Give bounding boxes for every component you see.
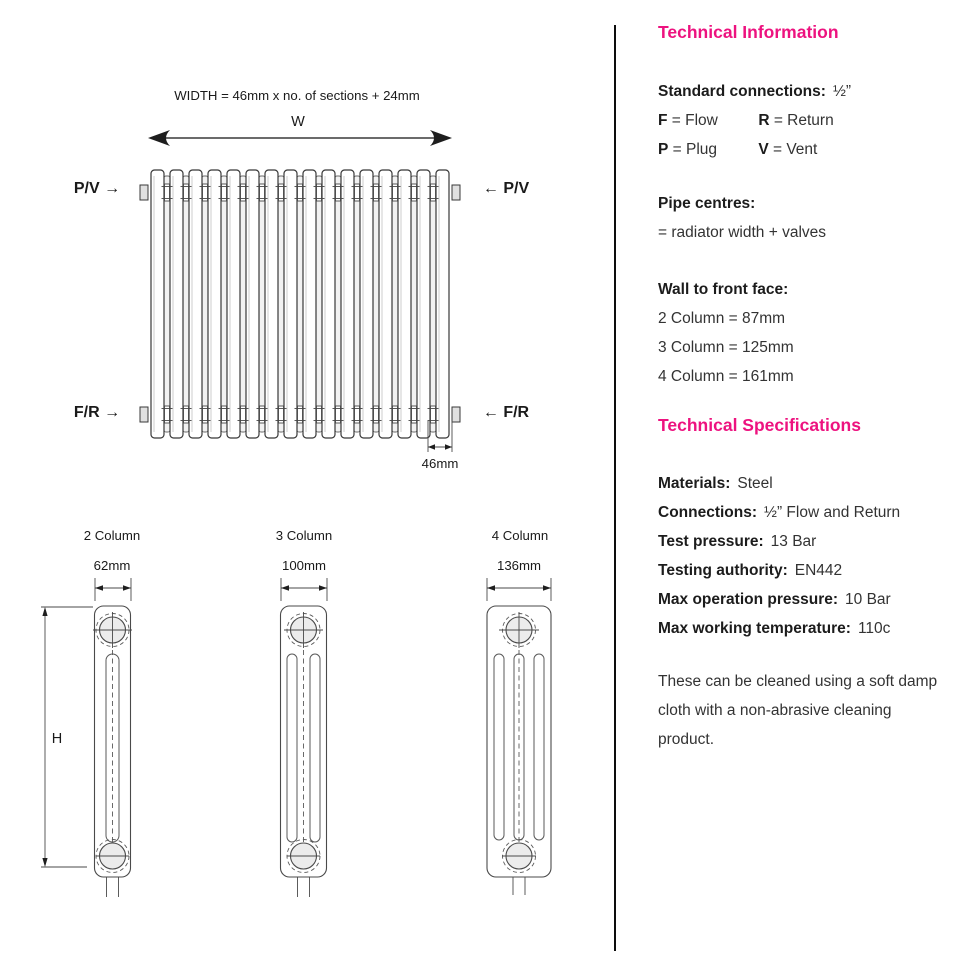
spec-test-pressure-value: 13 Bar [770,533,817,550]
profile-3col-width-label: 100mm [282,558,326,573]
spec-max-operation-pressure [658,585,958,614]
width-dimension-label: W [291,114,305,130]
spec-materials-label: Materials: [658,475,731,492]
profile-4col-title: 4 Column [491,528,549,543]
spec-testing-authority [658,556,958,585]
standard-connections-label: Standard connections: [658,83,826,100]
flow-definition: = Flow [671,112,718,129]
technical-info-panel [658,20,958,770]
profile-4col-width-label: 136mm [497,558,541,573]
spec-test-pressure-label: Test pressure: [658,533,764,550]
profile-4col-width-arrow [487,578,551,601]
profile-2col-title: 2 Column [83,528,141,543]
spec-max-working-temperature [658,614,958,643]
pipe-centres-block [658,189,958,247]
technical-specifications-heading: Technical Specifications [658,415,861,435]
wall-to-front-label: Wall to front face: [658,281,789,298]
radiator-front-view [140,170,460,438]
profile-2col-width-arrow [95,578,131,601]
spec-materials [658,469,958,498]
plug-vent-left-label: P/V → [73,180,121,197]
wall-to-front-row-3col: 3 Column = 125mm [658,339,794,356]
width-formula-label: WIDTH = 46mm x no. of sections + 24mm [174,88,420,103]
standard-connections-value: ½” [832,83,852,100]
spec-test-pressure [658,527,958,556]
spec-max-working-temperature-value: 110c [857,620,891,637]
spec-connections-label: Connections: [658,504,758,521]
pipe-centres-value: = radiator width + valves [658,224,827,241]
cleaning-note: These can be cleaned using a soft damp cloth with a non-abrasive cleaning product. [658,673,938,748]
legend-row-plug-vent [658,135,958,164]
pipe-centres-label: Pipe centres: [658,195,756,212]
width-dimension-arrow [148,130,452,146]
height-label: H [51,731,63,747]
flow-return-left-label: F/R → [73,404,121,421]
profile-2col-width-label: 62mm [93,558,131,573]
spec-materials-value: Steel [737,475,773,492]
plug-vent-right-label: ← P/V [482,180,530,197]
profile-3col-drawing [281,606,327,897]
flow-key: F [658,112,668,129]
wall-to-front-row-2col: 2 Column = 87mm [658,310,786,327]
spec-max-operation-pressure-value: 10 Bar [845,591,891,608]
return-definition: = Return [773,112,834,129]
plug-key: P [658,141,669,158]
vertical-divider [614,25,616,951]
profile-3col-title: 3 Column [275,528,333,543]
wall-to-front-row-4col: 4 Column = 161mm [658,368,794,385]
profile-3col-width-arrow [281,578,327,601]
flow-return-right-label: ← F/R [482,404,530,421]
plug-definition: = Plug [672,141,718,158]
profile-2col-drawing [93,606,132,897]
section-width-label: 46mm [421,456,459,471]
height-dimension-arrow [41,607,93,867]
vent-key: V [758,141,769,158]
specs-list [658,469,958,643]
spec-max-operation-pressure-label: Max operation pressure: [658,591,839,608]
spec-testing-authority-label: Testing authority: [658,562,788,579]
spec-max-working-temperature-label: Max working temperature: [658,620,851,637]
return-key: R [758,112,770,129]
legend-row-flow-return [658,106,958,135]
spec-connections-value: ½” Flow and Return [764,504,901,521]
standard-connections-line [658,77,958,106]
vent-definition: = Vent [772,141,818,158]
profile-4col-drawing [487,606,551,895]
technical-information-heading: Technical Information [658,22,839,42]
spec-testing-authority-value: EN442 [794,562,843,579]
spec-connections [658,498,958,527]
wall-to-front-block [658,275,958,391]
